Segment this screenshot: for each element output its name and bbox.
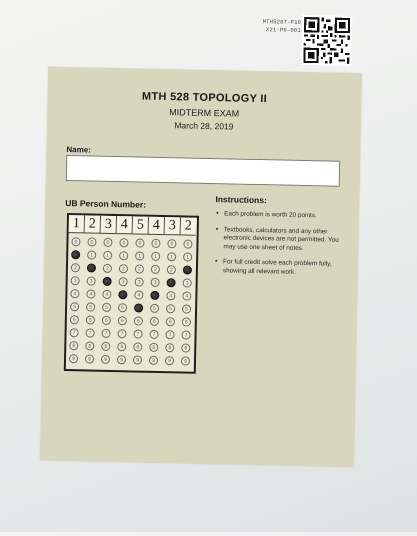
bubble-5[interactable]: 5 (182, 304, 191, 313)
bubble-1[interactable]: 1 (103, 251, 112, 260)
bubble-2[interactable]: 2 (119, 264, 128, 273)
digit-box-3[interactable]: 3 (101, 216, 117, 234)
digit-box-7[interactable]: 3 (165, 217, 181, 235)
bubble-7[interactable]: 7 (165, 330, 174, 339)
bubble-7[interactable]: 7 (117, 329, 126, 338)
bubble-8[interactable]: 8 (165, 343, 174, 352)
bubble-4[interactable]: 4 (102, 290, 111, 299)
name-label: Name: (66, 144, 91, 155)
name-field[interactable] (66, 155, 340, 187)
bubble-8[interactable]: 8 (101, 342, 110, 351)
bubble-3[interactable]: 3 (183, 278, 192, 287)
bubble-6[interactable]: 6 (118, 316, 127, 325)
bubble-0[interactable]: 0 (71, 237, 80, 246)
bubble-5[interactable] (134, 303, 143, 312)
bubble-1[interactable]: 1 (183, 252, 192, 261)
bubble-5[interactable]: 5 (70, 302, 79, 311)
bubble-9[interactable]: 9 (133, 355, 142, 364)
bubble-8[interactable]: 8 (69, 341, 78, 350)
bubble-1[interactable] (71, 250, 80, 259)
bubble-0[interactable]: 0 (87, 237, 96, 246)
digit-box-6[interactable]: 4 (149, 217, 165, 235)
digit-column-8 (178, 217, 197, 371)
digit-box-8[interactable]: 2 (181, 217, 196, 235)
document-id-code (261, 18, 301, 35)
course-title: MTH 528 TOPOLOGY II (141, 90, 268, 106)
bubble-4[interactable]: 4 (70, 289, 79, 298)
bubble-2[interactable]: 2 (71, 263, 80, 272)
instructions-list (214, 210, 343, 285)
exam-cover-card (40, 67, 362, 467)
bubble-3[interactable] (167, 278, 176, 287)
bubble-9[interactable]: 9 (149, 356, 158, 365)
bubble-3[interactable]: 3 (135, 277, 144, 286)
instructions-heading: Instructions: (215, 194, 267, 206)
bubble-8[interactable]: 8 (181, 343, 190, 352)
instruction-item (214, 226, 343, 254)
instruction-text: Each problem is worth 20 points. (224, 210, 317, 220)
bubble-4[interactable]: 4 (166, 291, 175, 300)
bubble-0[interactable]: 0 (135, 238, 144, 247)
instruction-text: Textbooks, calculators and any other electronic devices are not permitted. You may use one sheet of notes. (223, 225, 339, 252)
bubble-5[interactable]: 5 (166, 304, 175, 313)
bubble-2[interactable] (183, 265, 192, 274)
bubble-4[interactable]: 4 (182, 291, 191, 300)
instruction-item (214, 258, 342, 278)
bubble-6[interactable]: 6 (102, 316, 111, 325)
bubble-0[interactable]: 0 (151, 239, 160, 248)
bubble-2[interactable]: 2 (103, 264, 112, 273)
bubble-0[interactable]: 0 (103, 238, 112, 247)
bubble-6[interactable]: 6 (182, 317, 191, 326)
bubble-6[interactable]: 6 (150, 317, 159, 326)
bubble-2[interactable] (87, 263, 96, 272)
bubble-5[interactable]: 5 (150, 304, 159, 313)
qr-code-icon (301, 15, 352, 66)
bubble-7[interactable]: 7 (101, 329, 110, 338)
digit-box-2[interactable]: 2 (85, 215, 101, 233)
bubble-7[interactable]: 7 (69, 328, 78, 337)
bubble-9[interactable]: 9 (117, 355, 126, 364)
bubble-0[interactable]: 0 (167, 239, 176, 248)
bubble-6[interactable]: 6 (134, 316, 143, 325)
bubble-5[interactable]: 5 (118, 303, 127, 312)
exam-type: MIDTERM EXAM (169, 107, 240, 119)
bubble-4[interactable] (118, 290, 127, 299)
bubble-1[interactable]: 1 (151, 252, 160, 261)
bullet-icon: • (216, 210, 219, 218)
bubble-4[interactable] (150, 291, 159, 300)
bubble-9[interactable]: 9 (69, 354, 78, 363)
bubble-9[interactable]: 9 (101, 355, 110, 364)
digit-box-1[interactable]: 1 (69, 215, 85, 233)
bubble-0[interactable]: 0 (183, 239, 192, 248)
bubble-7[interactable]: 7 (181, 330, 190, 339)
document-id-line-1: MTH528T-F19 (262, 18, 302, 26)
bubble-3[interactable]: 3 (87, 276, 96, 285)
bubble-7[interactable]: 7 (149, 330, 158, 339)
bubble-9[interactable]: 9 (85, 354, 94, 363)
bubble-3[interactable]: 3 (119, 277, 128, 286)
instruction-item (215, 210, 343, 221)
ub-person-number-label: UB Person Number: (65, 197, 147, 210)
bubble-7[interactable]: 7 (133, 329, 142, 338)
bubble-8[interactable]: 8 (85, 341, 94, 350)
document-id-line-2: X21-P0-001 (265, 26, 302, 34)
bubble-8[interactable]: 8 (133, 342, 142, 351)
digit-box-5[interactable]: 5 (133, 216, 149, 234)
bubble-1[interactable]: 1 (119, 251, 128, 260)
bubble-6[interactable]: 6 (70, 315, 79, 324)
bullet-icon: • (215, 225, 219, 233)
bubble-2[interactable]: 2 (151, 265, 160, 274)
instruction-text: For full credit solve each problem fully, showing all relevant work. (222, 258, 332, 276)
ub-person-number-grid[interactable] (64, 213, 199, 374)
bubble-7[interactable]: 7 (85, 328, 94, 337)
exam-date: March 28, 2019 (174, 120, 234, 132)
bubble-3[interactable]: 3 (151, 278, 160, 287)
bullet-icon: • (215, 258, 218, 266)
bubble-1[interactable]: 1 (87, 250, 96, 259)
bubble-4[interactable]: 4 (134, 290, 143, 299)
bubble-9[interactable]: 9 (165, 356, 174, 365)
bubble-4[interactable]: 4 (86, 289, 95, 298)
bubble-6[interactable]: 6 (86, 315, 95, 324)
bubble-0[interactable]: 0 (119, 238, 128, 247)
bubble-8[interactable]: 8 (149, 343, 158, 352)
bubble-2[interactable]: 2 (135, 264, 144, 273)
bubble-1[interactable]: 1 (135, 251, 144, 260)
bubble-3[interactable] (103, 277, 112, 286)
bubble-6[interactable]: 6 (166, 317, 175, 326)
bubble-8[interactable]: 8 (117, 342, 126, 351)
bubble-5[interactable]: 5 (86, 302, 95, 311)
bubble-3[interactable]: 3 (71, 276, 80, 285)
bubble-9[interactable]: 9 (181, 356, 190, 365)
digit-box-4[interactable]: 4 (117, 216, 133, 234)
bubble-1[interactable]: 1 (167, 252, 176, 261)
bubble-2[interactable]: 2 (167, 265, 176, 274)
bubble-5[interactable]: 5 (102, 303, 111, 312)
